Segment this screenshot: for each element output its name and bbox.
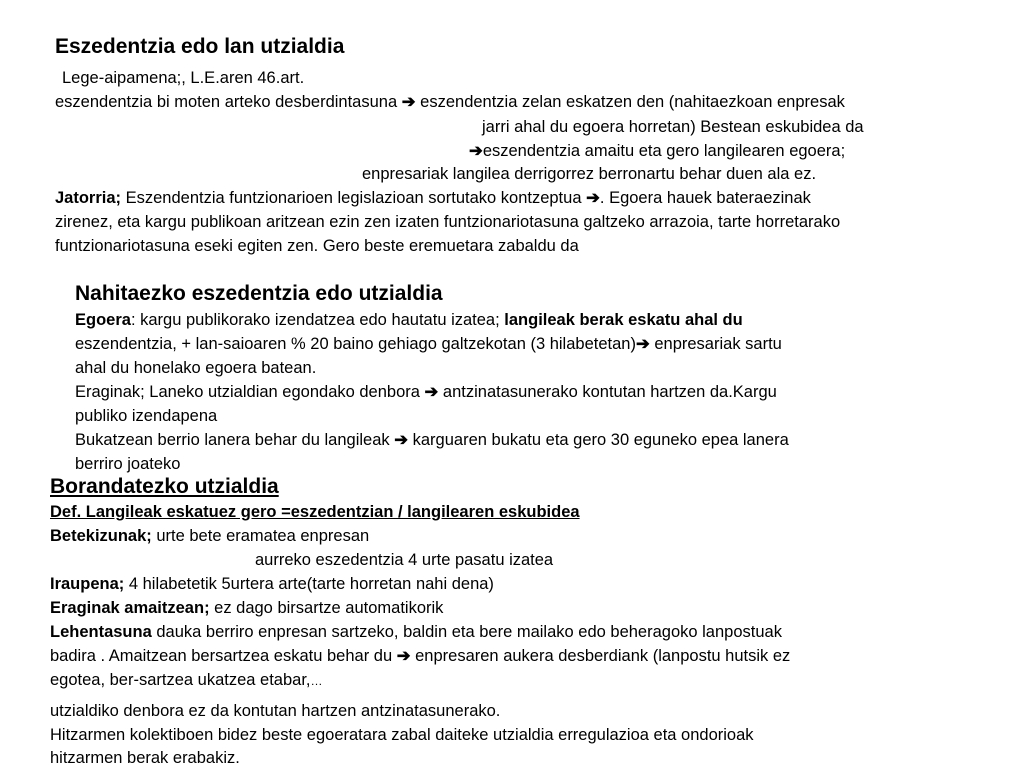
s2-line-2b: enpresariak sartu	[649, 335, 782, 353]
s2-line-2a: eszendentzia, + lan-saioaren % 20 baino gehiago galtzekotan (3 hilabetetan)	[75, 335, 636, 353]
eraginak-label: Eraginak amaitzean;	[50, 599, 210, 617]
arrow-right-icon: ➔	[586, 189, 600, 207]
s3-definition: Def. Langileak eskatuez gero =eszedentzian / langilearen eskubidea	[50, 503, 580, 521]
s2-line-6b: karguaren bukatu eta gero 30 eguneko epea lanera	[408, 431, 789, 449]
s3-egotea	[50, 671, 323, 691]
jatorria-line-1	[55, 189, 811, 208]
s3-iraupena	[50, 575, 494, 594]
section-2-title: Nahitaezko eszedentzia edo utzialdia	[75, 282, 443, 305]
s2-line-5: publiko izendapena	[75, 407, 218, 425]
s1-line-1b: eszendentzia zelan eskatzen den (nahitaezkoan enpresak	[415, 93, 845, 111]
s3-betekizunak-2: aurreko eszedentzia 4 urte pasatu izatea	[255, 551, 554, 569]
jatorria-text-2: . Egoera hauek bateraezinak	[599, 189, 811, 207]
arrow-right-icon: ➔	[424, 383, 439, 401]
ellipsis: …	[310, 674, 323, 688]
jatorria-line-3: funtzionariotasuna eseki egiten zen. Gero beste eremuetara zabaldu da	[55, 237, 579, 255]
s2-line-7: berriro joateko	[75, 455, 181, 473]
s3-badira	[50, 647, 790, 666]
badira-text-b: enpresaren aukera desberdiank (lanpostu hutsik ez	[410, 647, 791, 665]
egoera-label: Egoera	[75, 311, 131, 329]
s2-line-6a: Bukatzean berrio lanera behar du langileak	[75, 431, 395, 449]
arrow-right-icon: ➔	[469, 142, 483, 160]
s3-eraginak	[50, 599, 443, 618]
s3-utzialdiko: utzialdiko denbora ez da kontutan hartzen antzinatasunerako.	[50, 702, 501, 720]
betekizunak-label: Betekizunak;	[50, 527, 152, 545]
s1-line-4: enpresariak langilea derrigorrez berronartu behar duen ala ez.	[362, 165, 817, 183]
s2-line-3: ahal du honelako egoera batean.	[75, 359, 317, 377]
section-1-title: Eszedentzia edo lan utzialdia	[55, 35, 345, 58]
arrow-right-icon: ➔	[635, 335, 650, 353]
s1-line-3	[469, 142, 845, 161]
s2-line-2	[75, 335, 782, 354]
arrow-right-icon: ➔	[394, 431, 409, 449]
jatorria-text: Eszendentzia funtzionarioen legislazioan sortutako kontzeptua	[121, 189, 587, 207]
eraginak-text: ez dago birsartze automatikorik	[209, 599, 444, 617]
arrow-right-icon: ➔	[396, 647, 411, 665]
iraupena-text: 4 hilabetetik 5urtera arte(tarte horretan nahi dena)	[124, 575, 494, 593]
lehentasuna-label: Lehentasuna	[50, 623, 152, 641]
s3-lehentasuna	[50, 623, 782, 642]
egotea-text: egotea, ber-sartzea ukatzea etabar,	[50, 671, 311, 689]
lehentasuna-text: dauka berriro enpresan sartzeko, baldin eta bere mailako edo beheragoko lanpostuak	[151, 623, 782, 641]
s3-betekizunak	[50, 527, 369, 546]
s2-line-4	[75, 383, 777, 402]
s3-hitzarmen-2: hitzarmen berak erabakiz.	[50, 749, 240, 767]
s1-line-3-text: eszendentzia amaitu eta gero langilearen egoera;	[482, 142, 846, 160]
badira-text-a: badira . Amaitzean bersartzea eskatu behar du	[50, 647, 397, 665]
egoera-text: : kargu publikorako izendatzea edo hautatu izatea;	[130, 311, 505, 329]
betekizunak-text: urte bete eramatea enpresan	[151, 527, 370, 545]
s2-line-4b: antzinatasunerako kontutan hartzen da.Kargu	[438, 383, 777, 401]
s1-line-1a: eszendentzia bi moten arteko desberdintasuna	[55, 93, 398, 111]
s2-line-1	[75, 311, 743, 330]
jatorria-label: Jatorria;	[55, 189, 122, 207]
s2-line-6	[75, 431, 789, 450]
s1-line-1	[55, 93, 845, 112]
jatorria-line-2: zirenez, eta kargu publikoan aritzean ezin zen izaten funtzionariotasuna galtzeko arrazoia, tarte horretarako	[55, 213, 841, 231]
s2-line-4a: Eraginak; Laneko utzialdian egondako denbora	[75, 383, 425, 401]
s1-line-2: jarri ahal du egoera horretan) Bestean eskubidea da	[482, 118, 864, 136]
s3-hitzarmen-1: Hitzarmen kolektiboen bidez beste egoeratara zabal daiteke utzialdia erregulazioa eta ondorioak	[50, 726, 754, 744]
egoera-bold: langileak berak eskatu ahal du	[504, 311, 743, 329]
lege-aipamena: Lege-aipamena;, L.E.aren 46.art.	[62, 69, 305, 87]
iraupena-label: Iraupena;	[50, 575, 125, 593]
arrow-right-icon: ➔	[401, 93, 416, 111]
section-3-title: Borandatezko utzialdia	[50, 475, 279, 498]
